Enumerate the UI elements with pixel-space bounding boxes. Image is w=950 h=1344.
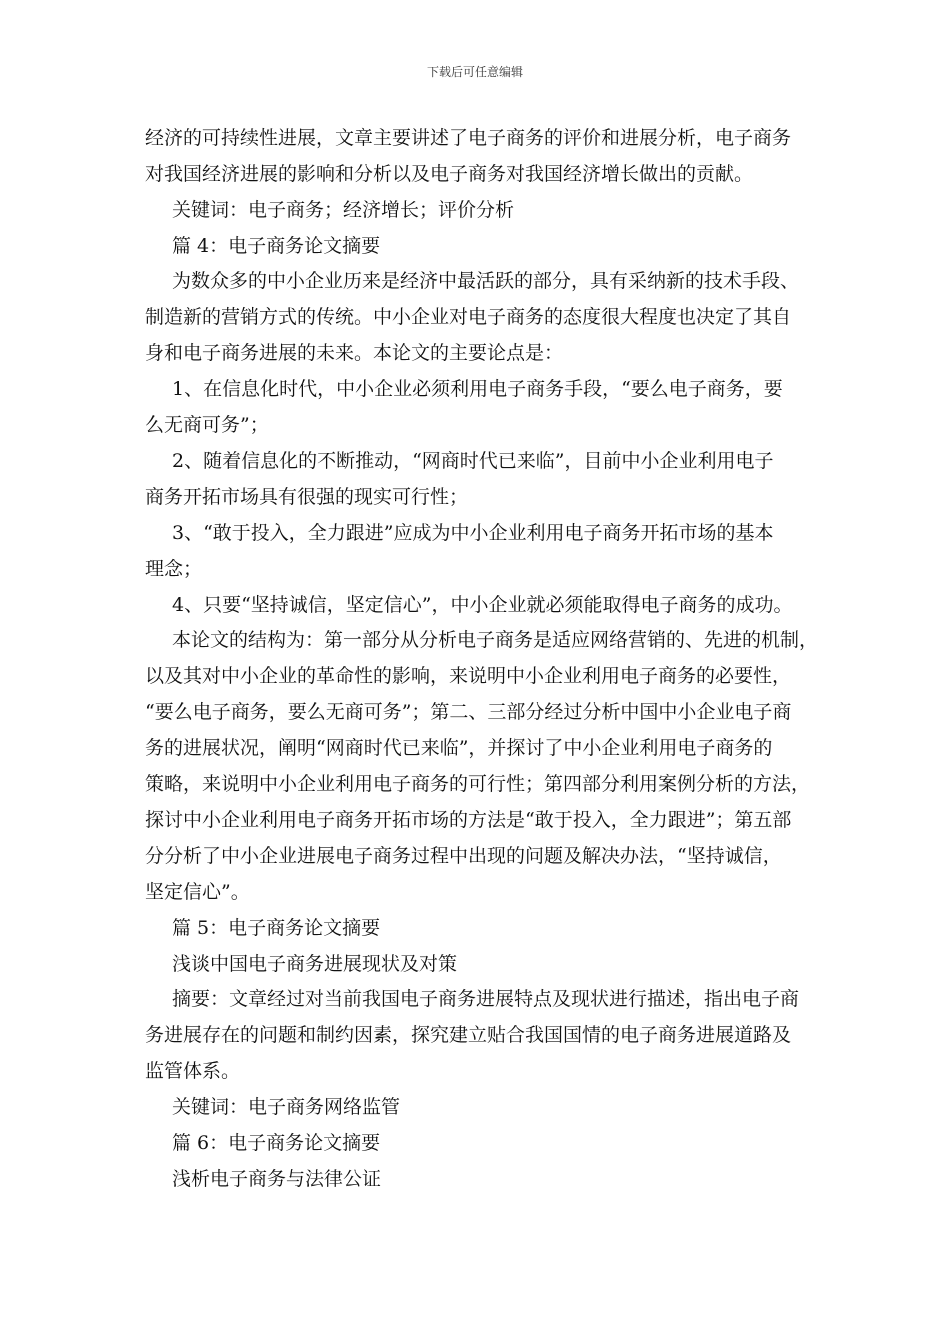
page-header: 下载后可任意编辑 — [426, 65, 523, 79]
text-line: 分分析了中小企业进展电子商务过程中出现的问题及解决办法，“坚持诚信， — [145, 845, 782, 867]
list-item: 3、“敢于投入，全力跟进”应成为中小企业利用电子商务开拓市场的基本 — [172, 522, 774, 544]
list-item: 2、随着信息化的不断推动，“网商时代已来临”，目前中小企业利用电子 — [172, 450, 774, 472]
abstract-line: 摘要：文章经过对当前我国电子商务进展特点及现状进行描述，指出电子商 — [172, 988, 800, 1010]
text-line: 探讨中小企业利用电子商务开拓市场的方法是“敢于投入，全力跟进”；第五部 — [145, 809, 792, 831]
text-line: 为数众多的中小企业历来是经济中最活跃的部分，具有采纳新的技术手段、 — [172, 270, 800, 292]
text-line: 务进展存在的问题和制约因素，探究建立贴合我国国情的电子商务进展道路及 — [145, 1024, 792, 1046]
article-title: 浅析电子商务与法律公证 — [172, 1168, 382, 1190]
text-line: 务的进展状况，阐明“网商时代已来临”，并探讨了中小企业利用电子商务的 — [145, 737, 773, 759]
text-line: 理念； — [145, 558, 203, 580]
section-heading: 篇 5：电子商务论文摘要 — [172, 917, 381, 939]
text-line: 监管体系。 — [145, 1060, 241, 1082]
text-line: 身和电子商务进展的未来。本论文的主要论点是： — [145, 342, 564, 364]
text-line: 对我国经济进展的影响和分析以及电子商务对我国经济增长做出的贡献。 — [145, 163, 754, 185]
text-line: 坚定信心”。 — [145, 881, 250, 903]
section-heading: 篇 4：电子商务论文摘要 — [172, 235, 381, 257]
article-title: 浅谈中国电子商务进展现状及对策 — [172, 953, 458, 975]
text-line: “要么电子商务，要么无商可务”；第二、三部分经过分析中国中小企业电子商 — [145, 701, 792, 723]
text-line: 么无商可务”； — [145, 414, 269, 436]
list-item: 4、只要“坚持诚信，坚定信心”，中小企业就必须能取得电子商务的成功。 — [172, 594, 793, 616]
keywords-line: 关键词：电子商务网络监管 — [172, 1096, 401, 1118]
text-line: 经济的可持续性进展，文章主要讲述了电子商务的评价和进展分析，电子商务 — [145, 127, 792, 149]
section-heading: 篇 6：电子商务论文摘要 — [172, 1132, 381, 1154]
text-line: 以及其对中小企业的革命性的影响，来说明中小企业利用电子商务的必要性， — [145, 665, 792, 687]
keywords-line: 关键词：电子商务；经济增长；评价分析 — [172, 199, 515, 221]
list-item: 1、在信息化时代，中小企业必须利用电子商务手段，“要么电子商务，要 — [172, 378, 783, 400]
text-line: 策略，来说明中小企业利用电子商务的可行性；第四部分利用案例分析的方法， — [145, 773, 811, 795]
text-line: 商务开拓市场具有很强的现实可行性； — [145, 486, 469, 508]
text-line: 制造新的营销方式的传统。中小企业对电子商务的态度很大程度也决定了其自 — [145, 306, 792, 328]
text-line: 本论文的结构为：第一部分从分析电子商务是适应网络营销的、先进的机制， — [172, 629, 819, 651]
